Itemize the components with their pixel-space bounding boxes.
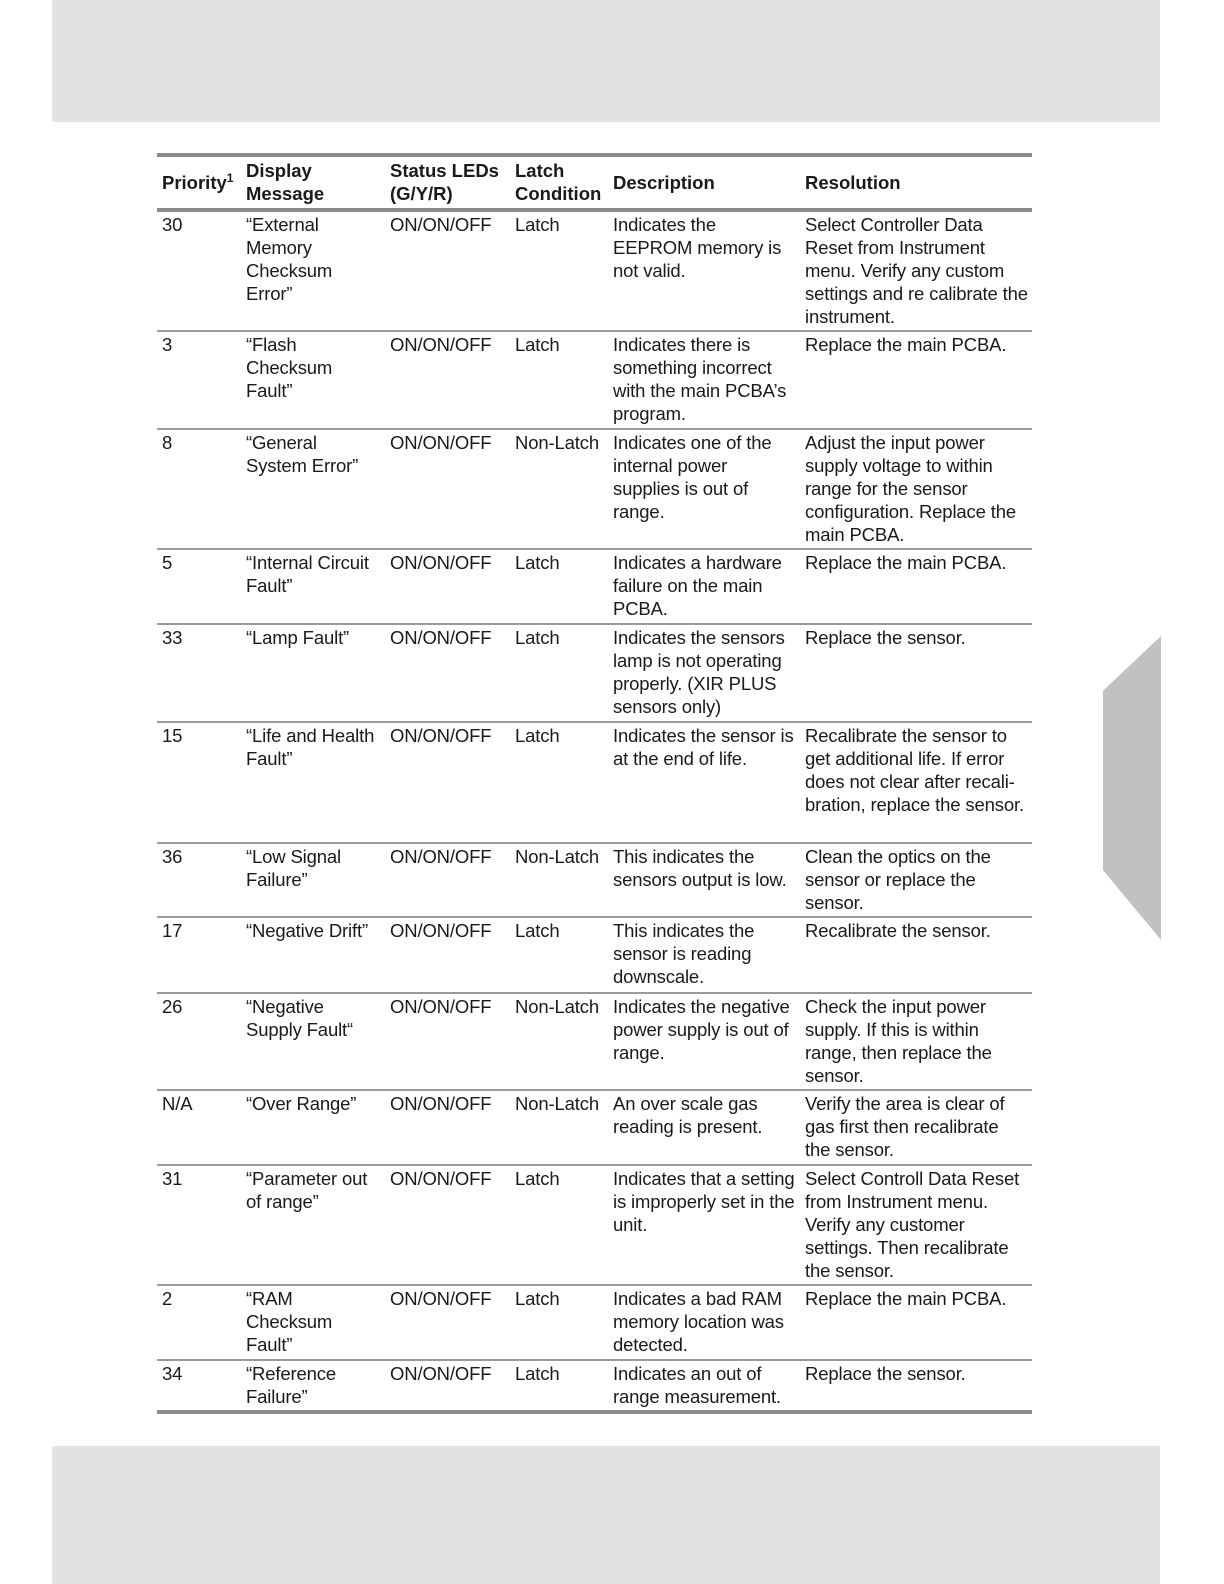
cell-status-leds: ON/ON/OFF — [390, 920, 492, 941]
table-row — [157, 1360, 1032, 1412]
cell-latch-condition: Non-Latch — [515, 846, 600, 867]
cell-description: Indicates the EEPROM memory is not valid. — [613, 214, 782, 281]
table-row — [157, 722, 1032, 843]
cell-latch-condition: Latch — [515, 552, 560, 573]
cell-status-leds: ON/ON/OFF — [390, 432, 492, 453]
cell-status-leds: ON/ON/OFF — [390, 552, 492, 573]
cell-status-leds: ON/ON/OFF — [390, 846, 492, 867]
cell-description: Indicates the sensor is at the end of life. — [613, 725, 794, 769]
table-row — [157, 1285, 1032, 1360]
cell-latch-condition: Non-Latch — [515, 432, 600, 453]
header-display-message: Display Message — [246, 160, 325, 204]
table-row — [157, 993, 1032, 1090]
cell-display-message: “Reference Failure” — [246, 1363, 337, 1407]
cell-description: Indicates a bad RAM memory location was detected. — [613, 1288, 784, 1355]
cell-status-leds: ON/ON/OFF — [390, 334, 492, 355]
cell-latch-condition: Non-Latch — [515, 996, 600, 1017]
cell-priority: N/A — [162, 1093, 193, 1114]
cell-resolution: Recalibrate the sensor to get additional life. If error does not clear after recalibration, replace the sensor. — [805, 725, 1024, 815]
table-row — [157, 624, 1032, 722]
cell-display-message: “RAM Checksum Fault” — [246, 1288, 333, 1355]
chapter-tab — [1103, 636, 1161, 940]
cell-status-leds: ON/ON/OFF — [390, 1288, 492, 1309]
cell-description: Indicates there is something incorrect with the main PCBA’s program. — [613, 334, 787, 424]
cell-priority: 17 — [162, 920, 183, 941]
cell-priority: 2 — [162, 1288, 173, 1309]
footer-band — [52, 1446, 1160, 1584]
cell-priority: 15 — [162, 725, 183, 746]
cell-priority: 5 — [162, 552, 173, 573]
cell-latch-condition: Non-Latch — [515, 1093, 600, 1114]
cell-description: Indicates that a setting is improperly set in the unit. — [613, 1168, 795, 1235]
header-description: Description — [613, 171, 715, 193]
cell-description: Indicates the negative power supply is out of range. — [613, 996, 790, 1063]
cell-description: This indicates the sensor is reading downscale. — [613, 920, 755, 987]
table-body — [157, 210, 1032, 1412]
cell-status-leds: ON/ON/OFF — [390, 996, 492, 1017]
cell-description: Indicates the sensors lamp is not operating properly. (XIR PLUS sensors only) — [613, 627, 785, 717]
cell-display-message: “Flash Checksum Fault” — [246, 334, 333, 401]
cell-resolution: Select Controll Data Reset from Instrument menu. Verify any customer settings. Then recalibrate the sensor. — [805, 1168, 1020, 1281]
cell-display-message: “Low Signal Failure” — [246, 846, 342, 890]
table-row — [157, 549, 1032, 624]
table-row — [157, 1090, 1032, 1165]
cell-status-leds: ON/ON/OFF — [390, 214, 492, 235]
table-row — [157, 429, 1032, 549]
table-row — [157, 1165, 1032, 1285]
cell-latch-condition: Latch — [515, 1168, 560, 1189]
cell-status-leds: ON/ON/OFF — [390, 725, 492, 746]
cell-resolution: Replace the main PCBA. — [805, 334, 1007, 355]
cell-priority: 36 — [162, 846, 183, 867]
cell-display-message: “Life and Health Fault” — [246, 725, 375, 769]
cell-latch-condition: Latch — [515, 334, 560, 355]
header-row — [157, 155, 1032, 210]
cell-resolution: Replace the sensor. — [805, 627, 966, 648]
cell-priority: 30 — [162, 214, 183, 235]
table-header — [157, 155, 1032, 210]
cell-priority: 26 — [162, 996, 183, 1017]
header-priority: Priority$^1$ — [162, 170, 234, 193]
table-row — [157, 917, 1032, 993]
cell-latch-condition: Latch — [515, 214, 560, 235]
cell-display-message: “Parameter out of range” — [246, 1168, 368, 1212]
cell-display-message: “Internal Circuit Fault” — [246, 552, 369, 596]
cell-resolution: Clean the optics on the sensor or replace the sensor. — [805, 846, 991, 913]
cell-display-message: “General System Error” — [246, 432, 359, 476]
cell-priority: 3 — [162, 334, 173, 355]
cell-status-leds: ON/ON/OFF — [390, 627, 492, 648]
cell-description: Indicates one of the internal power supplies is out of range. — [613, 432, 772, 522]
cell-display-message: “Negative Supply Fault“ — [246, 996, 354, 1040]
cell-latch-condition: Latch — [515, 725, 560, 746]
cell-resolution: Recalibrate the sensor. — [805, 920, 991, 941]
cell-resolution: Verify the area is clear of gas first then recalibrate the sensor. — [805, 1093, 1005, 1160]
cell-resolution: Replace the sensor. — [805, 1363, 966, 1384]
cell-display-message: “Lamp Fault” — [246, 627, 350, 648]
cell-display-message: “External Memory Checksum Error” — [246, 214, 333, 304]
cell-status-leds: ON/ON/OFF — [390, 1168, 492, 1189]
table-row — [157, 210, 1032, 331]
cell-priority: 8 — [162, 432, 173, 453]
cell-description: Indicates a hardware failure on the main PCBA. — [613, 552, 782, 619]
cell-resolution: Check the input power supply. If this is within range, then replace the sensor. — [805, 996, 992, 1086]
header-resolution: Resolution — [805, 171, 901, 193]
cell-priority: 34 — [162, 1363, 183, 1384]
cell-description: Indicates an out of range measurement. — [613, 1363, 782, 1407]
header-status-leds: Status LEDs (G/Y/R) — [390, 160, 499, 204]
footnote-marker: 1 — [226, 170, 234, 185]
cell-latch-condition: Latch — [515, 920, 560, 941]
fault-messages-table — [157, 153, 1032, 1414]
cell-resolution: Adjust the input power supply voltage to within range for the sensor configuration. Replace the main PCBA. — [805, 432, 1017, 545]
cell-latch-condition: Latch — [515, 627, 560, 648]
cell-latch-condition: Latch — [515, 1363, 560, 1384]
cell-description: This indicates the sensors output is low. — [613, 846, 787, 890]
cell-priority: 31 — [162, 1168, 183, 1189]
cell-latch-condition: Latch — [515, 1288, 560, 1309]
table-row — [157, 843, 1032, 917]
cell-description: An over scale gas reading is present. — [613, 1093, 763, 1137]
cell-status-leds: ON/ON/OFF — [390, 1363, 492, 1384]
cell-priority: 33 — [162, 627, 183, 648]
table-row — [157, 331, 1032, 429]
header-latch-condition: Latch Condition — [515, 160, 602, 204]
cell-status-leds: ON/ON/OFF — [390, 1093, 492, 1114]
cell-resolution: Replace the main PCBA. — [805, 552, 1007, 573]
header-band — [52, 0, 1160, 122]
cell-resolution: Replace the main PCBA. — [805, 1288, 1007, 1309]
cell-display-message: “Over Range” — [246, 1093, 357, 1114]
cell-display-message: “Negative Drift” — [246, 920, 368, 941]
cell-resolution: Select Controller Data Reset from Instrument menu. Verify any custom settings and re calibrate the instrument. — [805, 214, 1028, 327]
